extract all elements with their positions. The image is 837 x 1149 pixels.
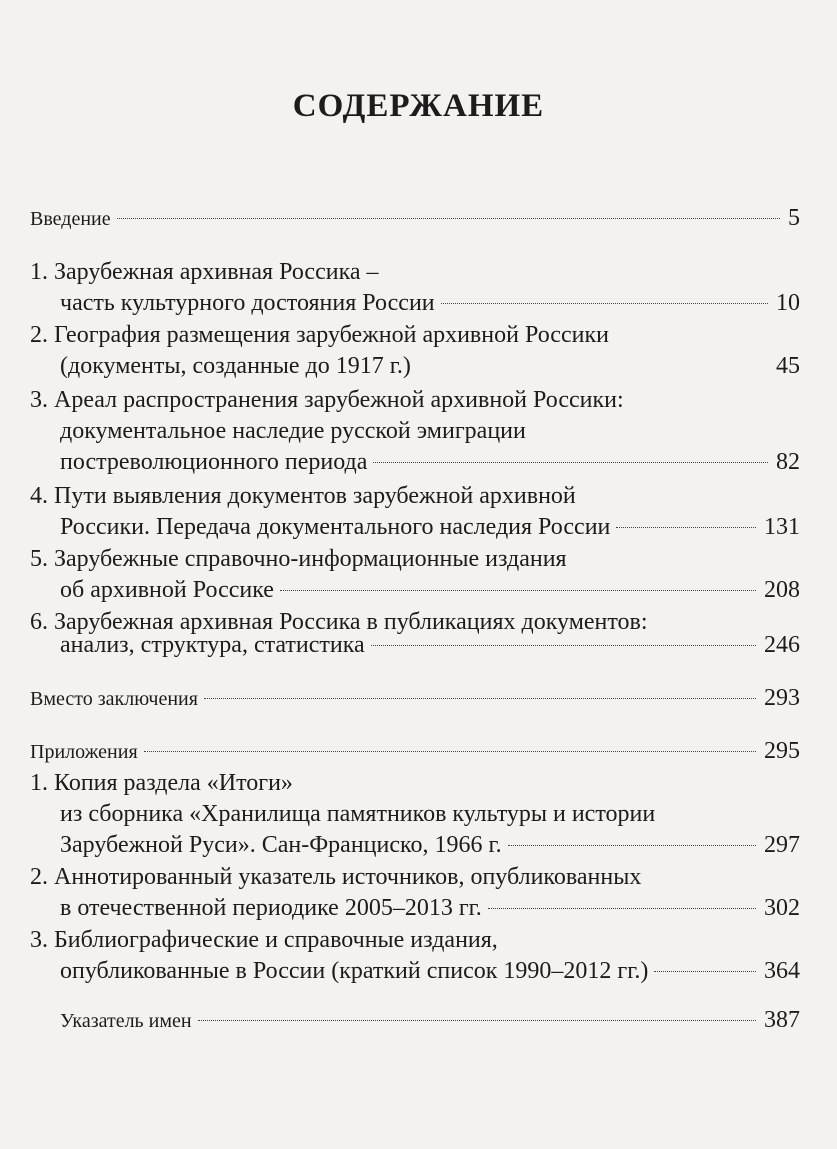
toc-page-number: 302 [764,895,800,921]
toc-entry-title: Введение [30,208,111,230]
dot-leader [488,908,756,909]
toc-entry-title: в отечественной периодике 2005–2013 гг. [60,895,482,921]
toc-entry-title: часть культурного достояния России [60,290,435,316]
dot-leader [204,698,756,699]
toc-entry-3-line-2: документальное наследие русской эмиграции [60,418,526,444]
toc-entry-2-line-1: 2. География размещения зарубежной архивной Россики [30,322,609,348]
dot-leader [508,845,756,846]
toc-page-number: 208 [764,577,800,603]
toc-appendix-2-line-1: 2. Аннотированный указатель источников, опубликованных [30,864,642,890]
toc-entry-title: Россики. Передача документального наследия России [60,514,611,540]
toc-page-number: 293 [764,685,800,711]
dot-leader [117,218,780,219]
toc-entry-4-line-1: 4. Пути выявления документов зарубежной архивной [30,483,576,509]
toc-page-number: 5 [788,205,800,231]
toc-entry-5-line-1: 5. Зарубежные справочно-информационные издания [30,546,567,572]
toc-entry-title: Приложения [30,741,138,763]
dot-leader [616,527,756,528]
toc-entry-1[interactable] [60,285,800,321]
page-title: СОДЕРЖАНИЕ [292,88,545,124]
toc-entry-6[interactable] [60,627,800,663]
dot-leader [280,590,756,591]
toc-page-number: 10 [776,290,800,316]
toc-entry-4[interactable] [60,509,800,545]
toc-page-number: 45 [776,353,800,379]
toc-entry-title: Указатель имен [60,1010,192,1032]
toc-entry-title: об архивной Россике [60,577,274,603]
toc-page-number: 387 [764,1007,800,1033]
toc-appendix-1[interactable] [60,827,800,863]
toc-appendix-3[interactable] [60,953,800,989]
dot-leader [654,971,756,972]
toc-entry-5[interactable] [60,572,800,608]
toc-entry-title: Зарубежной Руси». Сан-Франциско, 1966 г. [60,832,502,858]
toc-entry-title: опубликованные в России (краткий список 1990–2012 гг.) [60,958,649,984]
dot-leader [371,645,756,646]
dot-leader [198,1020,756,1021]
toc-page-number: 246 [764,632,800,658]
toc-entry-title: постреволюционного периода [60,449,368,475]
toc-entry-3-line-1: 3. Ареал распространения зарубежной архивной Россики: [30,387,624,413]
toc-page-number: 295 [764,738,800,764]
toc-appendix-1-line-1: 1. Копия раздела «Итоги» [30,770,293,796]
toc-entry-3[interactable] [60,444,800,480]
toc-entry-1-line-1: 1. Зарубежная архивная Россика – [30,259,379,285]
toc-page-number: 131 [764,514,800,540]
toc-entry-title: Вместо заключения [30,688,198,710]
toc-entry-introduction[interactable] [30,200,800,237]
toc-appendix-3-line-1: 3. Библиографические и справочные издания, [30,927,498,953]
toc-entry-name-index[interactable] [60,1002,800,1039]
toc-entry-conclusion[interactable] [30,680,800,717]
dot-leader [441,303,768,304]
dot-leader [373,462,768,463]
toc-entry-2[interactable] [60,348,800,384]
toc-page-number: 82 [776,449,800,475]
toc-entry-title: (документы, созданные до 1917 г.) [60,353,411,379]
dot-leader [144,751,756,752]
toc-appendix-2[interactable] [60,890,800,926]
toc-appendix-1-line-2: из сборника «Хранилища памятников культуры и истории [60,801,656,827]
toc-page-number: 364 [764,958,800,984]
toc-page-number: 297 [764,832,800,858]
toc-entry-6-line-1: 6. Зарубежная архивная Россика в публикациях документов: [30,609,648,635]
toc-entry-title: анализ, структура, статистика [60,632,365,658]
